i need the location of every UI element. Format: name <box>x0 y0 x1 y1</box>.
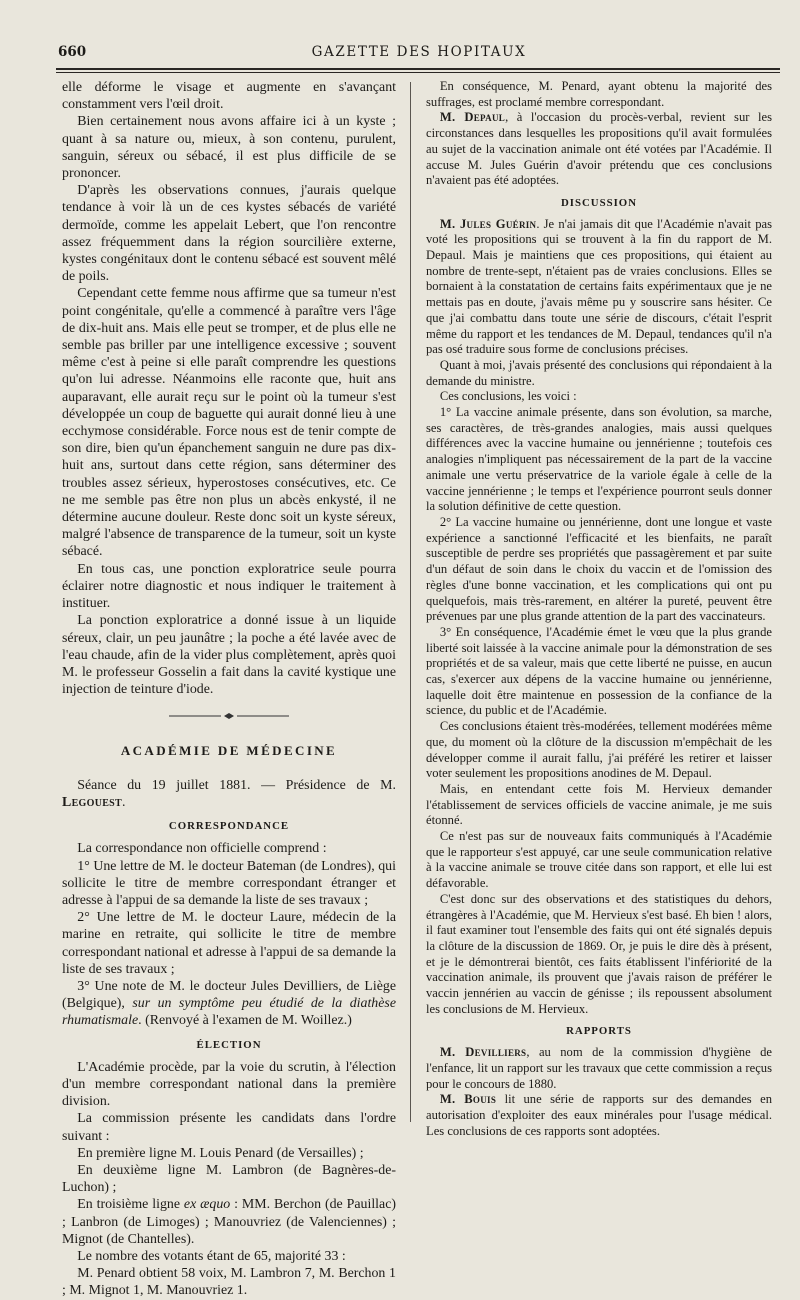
paragraph: Le nombre des votants étant de 65, majorité 33 : <box>77 1249 346 1264</box>
paragraph: En tous cas, une ponction exploratrice seule pourra éclairer notre diagnostic et nous indiquer le traitement à instituer. <box>62 561 396 612</box>
paragraph: Ces conclusions étaient très-modérées, tellement modérées même que, du moment où la clôture de la discussion m'empêchait de les développer comme il aurait fallu, j'ai préféré les retirer et laisser voter seulement les propositions anodines de M. Depaul. <box>426 719 772 781</box>
speaker-name: M. Depaul <box>439 110 506 125</box>
paragraph: 2° Une lettre de M. le docteur Laure, médecin de la marine en retraite, qui sollicite le titre de membre correspondant national et adresse à l'appui de sa demande la liste de ses travaux ; <box>62 910 396 977</box>
paragraph: Ces conclusions, les voici : <box>439 389 577 404</box>
paragraph: En deuxième ligne M. Lambron (de Bagnères-de-Luchon) ; <box>62 1162 396 1196</box>
paragraph: C'est donc sur des observations et des statistiques du dehors, étrangères à l'Académie, que M. Hervieux s'est basé. Eh bien ! alors, il faut examiner tout l'ensemble des faits qui ont été signalés depuis la clôture de la discussion de 1869. Or, je puis le dire dès à présent, et je le démontrerai bientôt, ces faits établissent l'infériorité de la vaccination animale, ils prouvent que j'avais raison de préférer le vaccin jennérien au vaccin de génisse ; ils repoussent absolument les conclusions de M. Hervieux. <box>426 891 772 1016</box>
paragraph: L'Académie procède, par la voie du scrutin, à l'élection d'un membre correspondant national dans la première division. <box>62 1059 396 1110</box>
seance-end: . <box>122 794 126 810</box>
paragraph: 2° La vaccine humaine ou jennérienne, dont une longue et vaste expérience a sanctionné l'efficacité et les bienfaits, ne paraît susceptible de perdre ses propriétés que passagèrement et par suite d'un défaut de soin dans le choix du vaccin et de l'omission des règles d'une bonne vaccination, et les complications qui ont pu quelquefois, mais très-rarement, en altérer la pureté, peuvent être prévenues par une plus grande attention de la part des vaccinateurs. <box>426 514 772 624</box>
column-divider <box>410 82 411 1122</box>
paragraph <box>426 1045 772 1092</box>
text-run: . (Renvoyé à l'examen de M. Woillez.) <box>138 1013 352 1029</box>
election-heading: ÉLECTION <box>196 1038 262 1051</box>
italic-phrase: ex æquo <box>183 1197 231 1213</box>
rapports-heading: RAPPORTS <box>566 1025 632 1038</box>
paragraph <box>62 978 396 1030</box>
italic-title: sur un symptôme peu étudié de la diathèse rhumatismale <box>62 996 396 1029</box>
paragraph: Ce n'est pas sur de nouveaux faits communiqués à l'Académie que le rapporteur s'est appuyé, car une seule communication relative à la vaccine animale se trouve citée dans son rapport, et elle lui est défavorable. <box>426 829 772 891</box>
text-run: 3° Une note de M. le docteur Jules Devilliers, de Liège (Belgique), <box>62 978 396 1012</box>
paragraph: La correspondance non officielle comprend : <box>77 841 327 857</box>
page-header <box>58 44 780 64</box>
paragraph: D'après les observations connues, j'aurais quelque tendance à voir là un de ces kystes sébacés de variété dermoïde, comme les appelait Lebert, que l'on rencontre assez fréquemment dans la région sourcilière externe, kystes congénitaux dont le contenu sébacé est souvent mêlé de poils. <box>62 183 396 285</box>
page-number: 660 <box>58 44 87 60</box>
academie-heading: ACADÉMIE DE MÉDECINE <box>120 742 338 758</box>
paragraph: Quant à moi, j'avais présenté des conclusions qui répondaient à la demande du ministre. <box>426 357 772 388</box>
paragraph: En conséquence, M. Penard, ayant obtenu la majorité des suffrages, est proclamé membre correspondant. <box>426 79 772 109</box>
paragraph: Mais, en entendant cette fois M. Hervieux demander l'établissement de services officiels de vaccine animale, je me suis étonné. <box>426 781 772 828</box>
paragraph: La ponction exploratrice a donné issue à un liquide séreux, clair, un peu jaunâtre ; la poche a été lavée avec de l'eau chaude, afin de la vider plus complètement, après quoi M. le professeur Gosselin a fait dans la cavité kystique une injection de teinture d'iode. <box>62 613 396 698</box>
header-rule-thin <box>56 72 780 73</box>
right-column <box>426 79 772 1139</box>
paragraph: 1° La vaccine animale présente, dans son évolution, sa marche, ses caractères, de très-grandes analogies, mais aussi quelques différences avec la vaccine humaine ou jennérienne ; toutefois ces analogies n'impliquent pas nécessairement de la part de la vaccine animale une vertu préservatrice de la variole égale à celle de la vaccine jennérienne ; le temps et l'expérience pourront seuls donner la solution définitive de cette question. <box>426 405 772 514</box>
text-run: En troisième ligne <box>77 1197 184 1213</box>
paragraph: 1° Une lettre de M. le docteur Bateman (de Londres), qui sollicite le titre de membre correspondant étranger et adresse à l'appui de sa demande la liste de ses travaux ; <box>62 858 396 908</box>
paragraph: La commission présente les candidats dans l'ordre suivant : <box>62 1111 396 1144</box>
paragraph: 3° En conséquence, l'Académie émet le vœu que la plus grande liberté soit laissée à la vaccine animale pour la démonstration de ses propriétés et de sa valeur, mais que cette liberté ne puisse, en aucun cas, s'exercer aux dépens de la vaccine humaine ou jennérienne, laquelle doit être maintenue en possession de la confiance de la science, du public et de l'Académie. <box>426 624 772 718</box>
seance-line <box>62 777 396 811</box>
text-run: , au nom de la commission d'hygiène de l'enfance, lit un rapport sur les travaux que cette commission a reçus pour le concours de 1880. <box>426 1045 772 1091</box>
paragraph <box>426 217 772 358</box>
running-title: GAZETTE DES HOPITAUX <box>311 44 527 60</box>
header-rule <box>56 68 780 70</box>
text-run: . Je n'ai jamais dit que l'Académie n'avait pas voté les propositions qui se trouvent à la fin du rapport de M. Depaul. Mais je maintiens que ces propositions, qui étaient au nombre de trente-sept, n'étaient pas de vraies conclusions. Elles se bornaient à la constatation de certains faits expérimentaux que je ne mettais pas en doute, j'avais même pu y souscrire sans hésiter. Ce que j'ai combattu dans toute une série de discours, c'était l'esprit même du rapport et les tendances de M. Depaul, tendances qu'il n'a pas osé traduire sous forme de conclusions précises. <box>426 216 772 357</box>
section-ornament <box>62 708 396 725</box>
speaker-name: M. Bouis <box>439 1092 497 1107</box>
correspondance-heading: CORRESPONDANCE <box>168 820 290 833</box>
discussion-heading: DISCUSSION <box>560 196 637 209</box>
seance-text: Séance du 19 juillet 1881. — Présidence de M. <box>77 777 396 793</box>
paragraph: M. Penard obtient 58 voix, M. Lambron 7, M. Berchon 1 ; M. Mignot 1, M. Manouvriez 1. <box>62 1266 396 1299</box>
paragraph <box>426 1092 772 1139</box>
paragraph: En première ligne M. Louis Penard (de Versailles) ; <box>77 1145 364 1161</box>
paragraph: elle déforme le visage et augmente en s'avançant constamment vers l'œil droit. <box>62 80 396 113</box>
left-column <box>62 79 396 1300</box>
text-run: , à l'occasion du procès-verbal, revient sur les circonstances dans lesquelles les propositions qu'il avait formulées au sujet de la vaccination animale ont été votées par l'Académie. Il accuse M. Jules Guérin d'avoir prétendu que ces conclusions n'avaient pas été adoptées. <box>426 110 772 188</box>
seance-president: Legouest <box>62 794 123 810</box>
paragraph <box>426 110 772 189</box>
paragraph <box>62 1196 396 1248</box>
speaker-name: M. Jules Guérin <box>439 216 537 231</box>
paragraph: Bien certainement nous avons affaire ici à un kyste ; quant à sa nature ou, mieux, à son contenu, purulent, sanguin, séreux ou sébacé, il est plus difficile de se prononcer. <box>62 114 396 182</box>
text-run: : MM. Berchon (de Pauillac) ; Lanbron (de Limoges) ; Manouvriez (de Valenciennes) ; Mignot (de Chantelles). <box>62 1197 396 1247</box>
text-run: lit une série de rapports sur des demandes en autorisation d'exploiter des eaux minérales pour l'usage médical. Les conclusions de ces rapports sont adoptées. <box>426 1092 772 1138</box>
paragraph: Cependant cette femme nous affirme que sa tumeur n'est point congénitale, qu'elle a commencé à paraître vers l'âge de dix-huit ans. Mais elle peut se tromper, et de plus elle ne semble pas briller par une intelligence excessive ; souvent même c'est à peine si elle paraît comprendre les questions qu'on lui adresse. Néanmoins elle raconte que, huit ans auparavant, elle aurait reçu sur le point où la tumeur s'est développée un coup de baguette qui aurait donné lieu à une ecchymose considérable. Force nous est de tenir compte de son dire, bien qu'un épanchement sanguin ne dure pas dix-huit ans, surtout dans cette région, sans déterminer des troubles assez sérieux, hyperostoses consécutives, etc. Ce ne me semble pas être non plus un abcès enkysté, il ne détermine aucune douleur. Reste donc soit un kyste séreux, malgré l'absence de transparence de la tumeur, soit un kyste sébacé. <box>62 286 396 560</box>
speaker-name: M. Devilliers <box>439 1045 527 1060</box>
